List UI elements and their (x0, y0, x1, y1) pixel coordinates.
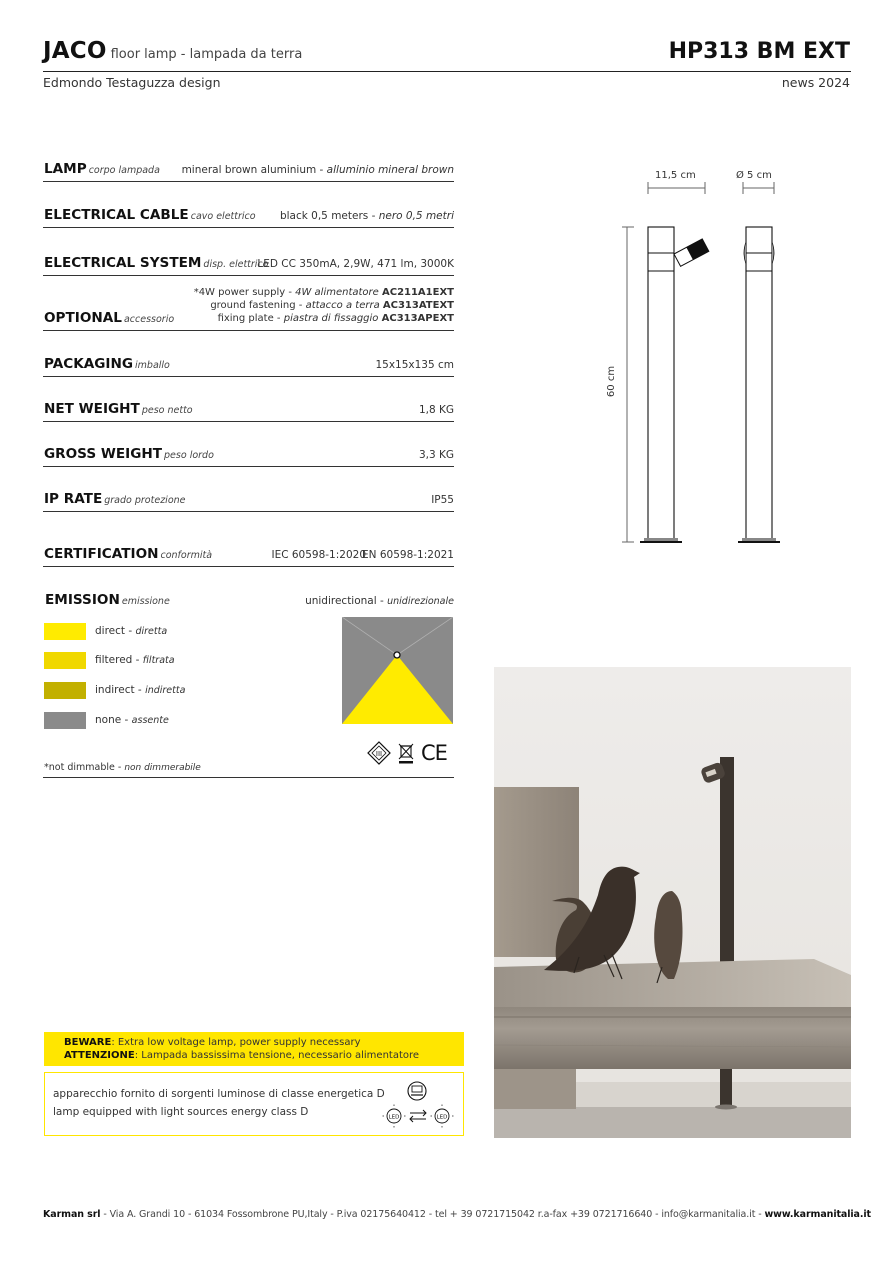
company-name: Karman srl (43, 1209, 101, 1220)
legend-item-none (44, 711, 169, 729)
warning-text-en: : Extra low voltage lamp, power supply necessary (111, 1037, 361, 1048)
spec-label-en: LAMP (44, 161, 87, 177)
spec-label-it: disp. elettrico (203, 259, 269, 270)
energy-class-text (53, 1085, 385, 1121)
warning-label-en: BEWARE (64, 1037, 112, 1048)
product-title (43, 38, 302, 64)
spec-label-it: imballo (135, 360, 170, 371)
legend-label-it: indiretta (145, 685, 186, 696)
spec-value-it: nero 0,5 metri (378, 210, 454, 222)
energy-label-icons (381, 1079, 461, 1131)
spec-label-en: PACKAGING (44, 356, 134, 372)
designer-credit: Edmondo Testaguzza design (43, 75, 221, 90)
spec-label-en: OPTIONAL (44, 310, 122, 326)
product-photo (494, 667, 851, 1138)
legend-label-it: assente (131, 715, 169, 726)
swap-arrows-icon (410, 1110, 426, 1122)
legend-label-en: filtered - (95, 654, 143, 666)
lamp-drawing-svg (590, 160, 790, 550)
warning-banner (44, 1032, 464, 1066)
spec-row-certification (43, 535, 454, 567)
legend-label-en: direct - (95, 625, 136, 637)
spec-label (44, 207, 256, 223)
certification-icons (367, 740, 447, 766)
spec-row-packaging (43, 345, 454, 377)
legend-label-en: indirect - (95, 684, 146, 696)
accessory-ground-fastening (194, 299, 454, 312)
spec-value (280, 210, 454, 222)
luminaire-icon (408, 1082, 426, 1100)
spec-label-it: grado protezione (104, 495, 186, 506)
warning-text-it: : Lampada bassissima tensione, necessario alimentatore (134, 1050, 420, 1061)
spec-value (182, 164, 454, 176)
legend-item-filtered (44, 651, 175, 669)
technical-drawing (590, 160, 790, 550)
accessory-en: *4W power supply - (193, 287, 296, 298)
spec-row-cable (43, 196, 454, 228)
spec-label-it: peso netto (141, 405, 193, 416)
accessory-fixing-plate (194, 312, 454, 325)
legend-item-direct (44, 622, 167, 640)
legend-label-it: diretta (135, 626, 168, 637)
product-code: HP313 BM EXT (668, 39, 850, 64)
spec-label-it: corpo lampada (88, 165, 160, 176)
legend-label-it: filtrata (142, 655, 175, 666)
product-name: JACO (43, 38, 107, 64)
spec-label-en: ELECTRICAL CABLE (44, 207, 189, 223)
company-details: - Via A. Grandi 10 - 61034 Fossombrone PU,Italy - P.iva 02175640412 - tel + 39 0721715042 r.a-fax +39 0721716640 - info@karmanitalia.it - (100, 1209, 765, 1220)
lamp-scene-image (494, 667, 851, 1138)
emission-label-en: EMISSION (45, 592, 120, 608)
accessory-power-supply (194, 286, 454, 299)
spec-label (44, 161, 160, 177)
spec-value: 15x15x135 cm (375, 359, 454, 371)
energy-class-it: apparecchio fornito di sorgenti luminose di classe energetica D (53, 1088, 385, 1100)
diameter-dimension-label: Ø 5 cm (736, 170, 772, 181)
accessory-en: fixing plate - (217, 313, 284, 324)
legend-label (95, 714, 169, 726)
spec-label-it: conformità (160, 550, 213, 561)
spec-row-electrical-system (43, 244, 454, 276)
warning-line-en (64, 1036, 464, 1049)
legend-swatch-indirect (44, 682, 86, 699)
legend-swatch-none (44, 712, 86, 729)
spec-value-en: black 0,5 meters - (279, 210, 379, 222)
spec-label (44, 356, 170, 372)
spec-label (44, 491, 186, 507)
spec-label-it: accessorio (123, 314, 175, 325)
legend-label (95, 625, 167, 637)
legend-swatch-direct (44, 623, 86, 640)
spec-value: LED CC 350mA, 2,9W, 471 lm, 3000K (257, 258, 454, 270)
certification-iec: IEC 60598-1:2020 (271, 549, 366, 561)
legend-label (95, 654, 175, 666)
spec-row-ip-rate (43, 480, 454, 512)
warning-label-it: ATTENZIONE (64, 1050, 135, 1061)
emission-value-en: unidirectional - (305, 595, 388, 607)
spec-label-it: peso lordo (164, 450, 214, 461)
spec-label (44, 546, 212, 562)
weee-bin-icon (397, 742, 415, 764)
svg-text:LED: LED (436, 1114, 448, 1121)
accessory-code: AC313ATEXT (382, 300, 454, 311)
dimmable-note (44, 762, 201, 773)
accessory-it: 4W alimentatore (295, 287, 382, 298)
spec-row-optional (43, 282, 454, 331)
product-description: floor lamp - lampada da terra (110, 47, 303, 62)
legend-label-en: none - (95, 714, 132, 726)
spec-label-en: IP RATE (44, 491, 103, 507)
company-website-link[interactable]: www.karmanitalia.it (764, 1209, 871, 1220)
spec-value-en: mineral brown aluminium - (181, 164, 327, 176)
spec-label (44, 401, 193, 417)
spec-label-en: CERTIFICATION (44, 546, 159, 562)
spec-label-en: GROSS WEIGHT (44, 446, 163, 462)
emission-value-it: unidirezionale (387, 596, 454, 607)
led-bulb-icon (381, 1103, 407, 1129)
dimmable-note-en: *not dimmable - (44, 762, 125, 773)
led-bulb-icon (429, 1103, 455, 1129)
height-dimension-label: 60 cm (606, 365, 618, 398)
company-footer (43, 1209, 871, 1220)
width-dimension-label: 11,5 cm (655, 170, 696, 181)
spec-row-gross-weight (43, 435, 454, 467)
energy-class-box (44, 1072, 464, 1136)
svg-text:III: III (375, 750, 383, 758)
svg-text:LED: LED (388, 1114, 400, 1121)
release-tag: news 2024 (781, 75, 850, 90)
spec-value: IP55 (431, 494, 454, 506)
certification-en: EN 60598-1:2021 (362, 549, 454, 561)
spec-value: 1,8 KG (418, 404, 454, 416)
dimmable-note-it: non dimmerabile (124, 763, 201, 773)
optional-accessory-list (194, 286, 454, 325)
spec-label (44, 310, 174, 326)
spec-label-it: cavo elettrico (190, 211, 256, 222)
emission-label-it: emissione (121, 596, 170, 607)
header-divider (43, 71, 851, 72)
spec-label-en: ELECTRICAL SYSTEM (44, 255, 202, 271)
ce-mark-icon: CE (421, 740, 447, 765)
legend-label (95, 684, 185, 696)
accessory-it: attacco a terra (305, 300, 383, 311)
spec-label-en: NET WEIGHT (44, 401, 140, 417)
spec-value: 3,3 KG (418, 449, 454, 461)
spec-row-lamp (43, 150, 454, 182)
accessory-it: piastra di fissaggio (283, 313, 382, 324)
warning-line-it (64, 1049, 464, 1062)
spec-label (44, 446, 214, 462)
emission-value (305, 595, 454, 607)
class-iii-icon (367, 741, 391, 765)
emission-diagram (342, 617, 453, 724)
legend-item-indirect (44, 681, 185, 699)
emission-divider (43, 777, 454, 778)
spec-row-net-weight (43, 390, 454, 422)
accessory-code: AC211A1EXT (381, 287, 454, 298)
spec-label (44, 255, 268, 271)
spec-value-it: alluminio mineral brown (326, 164, 454, 176)
energy-class-en: lamp equipped with light sources energy class D (53, 1106, 309, 1118)
emission-label (45, 592, 170, 608)
accessory-en: ground fastening - (210, 300, 306, 311)
accessory-code: AC313APEXT (381, 313, 454, 324)
legend-swatch-filtered (44, 652, 86, 669)
